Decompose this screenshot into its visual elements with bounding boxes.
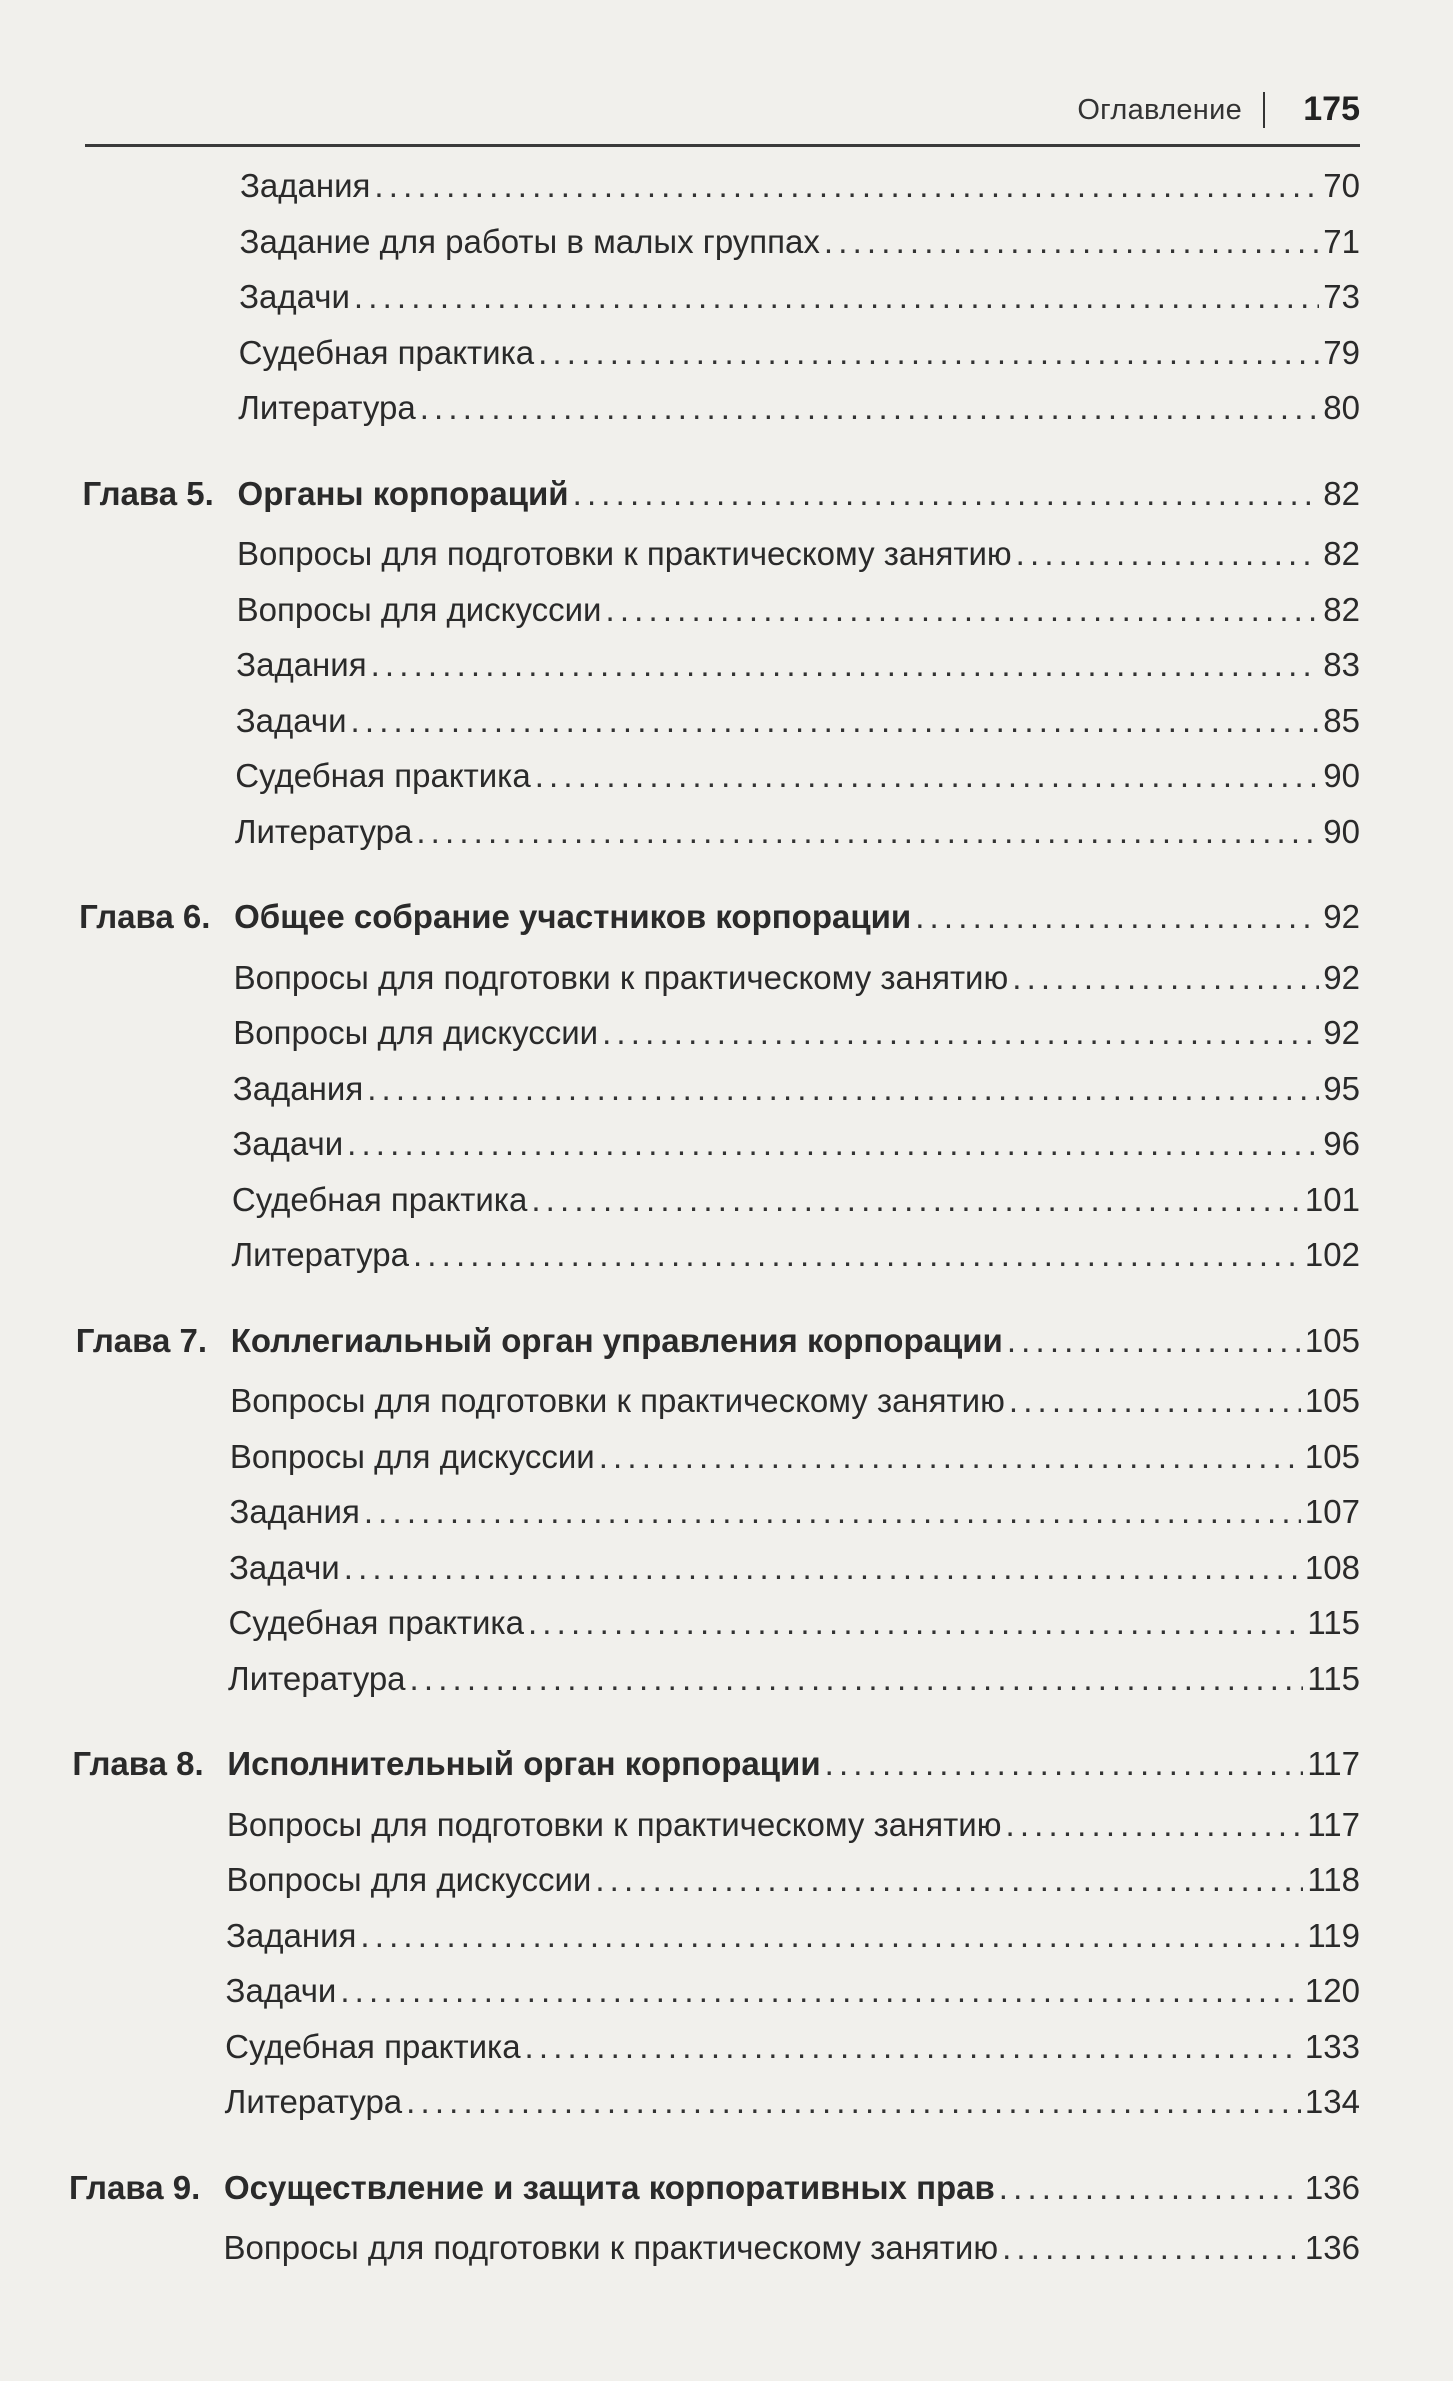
toc-item-title: Судебная практика [235,757,531,794]
toc-dot-leader [525,2027,1301,2067]
toc-dot-leader [420,388,1320,428]
toc-page-number: 105 [1304,1382,1360,1419]
toc-page-number: 119 [1307,1916,1360,1954]
toc-page-number: 80 [1323,389,1360,426]
toc-item-row [230,1429,1360,1477]
toc-chapter-row [72,1736,1360,1784]
toc-item-title: Литература [238,389,416,426]
toc-page-number: 118 [1307,1861,1360,1898]
toc-dot-leader [413,1235,1301,1275]
toc-page-number: 82 [1323,474,1360,512]
toc-page-number: 108 [1304,1548,1360,1586]
toc-item-title: Литература [228,1659,406,1697]
toc-item-row [225,2019,1360,2067]
toc-dot-leader [824,222,1319,262]
toc-item-row [235,804,1360,852]
toc-item-row [231,1227,1360,1275]
toc-page-number: 90 [1323,812,1360,850]
toc-item-title: Задания [240,167,371,204]
toc-page-number: 79 [1323,333,1360,371]
toc-dot-leader [573,474,1320,514]
toc-item-title: Вопросы для дискуссии [233,1014,599,1051]
toc-item-title: Судебная практика [228,1604,524,1641]
toc-page-number: 70 [1323,167,1360,204]
toc-chapter-number: Глава 8. [72,1745,204,1782]
toc-item-row [226,1852,1360,1900]
toc-item-title: Литература [234,812,413,850]
toc-dot-leader [364,1492,1301,1532]
toc-dot-leader [528,1603,1303,1643]
toc-chapter-title: Коллегиальный орган управления корпорации [230,1321,1003,1359]
running-header [85,88,1360,147]
toc-dot-leader [1005,1805,1303,1845]
toc-item-row [237,582,1360,630]
toc-dot-leader [416,812,1319,852]
toc-item-title: Задания [236,646,367,683]
toc-item-title: Задания [229,1493,360,1530]
toc-item-title: Литература [231,1236,409,1273]
toc-dot-leader [531,1180,1301,1220]
toc-item-row [229,1540,1360,1588]
toc-page-number: 133 [1304,2027,1360,2065]
toc-page-number: 117 [1307,1805,1360,1843]
toc-dot-leader [538,333,1319,373]
toc-item-row [232,1116,1360,1164]
toc-chapter-number: Глава 5. [82,474,214,512]
toc-item-title: Литература [224,2083,403,2120]
toc-item-row [240,214,1360,262]
toc-chapter-title: Исполнительный орган корпорации [227,1745,821,1782]
toc-dot-leader [605,590,1319,630]
toc-item-row [229,1595,1360,1643]
toc-dot-leader [374,166,1319,206]
toc-chapter-row [69,2160,1360,2208]
toc-dot-leader [825,1744,1304,1784]
toc-page-number: 105 [1304,1321,1360,1359]
toc-dot-leader [344,1548,1301,1588]
header-separator [1263,92,1265,128]
toc-page-number: 85 [1323,701,1360,739]
toc-item-row [232,1172,1360,1220]
toc-chapter-row [76,1313,1360,1361]
toc-dot-leader [595,1860,1303,1900]
toc-page-number: 92 [1323,898,1360,935]
toc-page-number: 82 [1323,590,1360,628]
toc-chapter-title: Общее собрание участников корпорации [234,898,912,935]
toc-dot-leader [410,1659,1304,1699]
toc-chapter-row [79,889,1360,937]
toc-item-row [224,2220,1360,2268]
toc-item-title: Задачи [239,278,350,315]
toc-dot-leader [340,1971,1301,2011]
toc-page-number: 101 [1304,1180,1360,1218]
toc-item-title: Вопросы для дискуссии [226,1861,592,1898]
toc-dot-leader [371,645,1320,685]
toc-item-row [236,693,1360,741]
toc-item-row [238,380,1360,428]
toc-page-number: 82 [1323,535,1360,572]
toc-item-row [228,1651,1360,1699]
toc-item-row [230,1373,1360,1421]
toc-dot-leader [1009,1381,1301,1421]
toc-item-row [226,1908,1360,1956]
toc-page-number: 105 [1304,1437,1360,1475]
toc-page-number: 136 [1304,2168,1360,2206]
toc-page-number: 115 [1307,1604,1360,1641]
toc-chapter-row [83,466,1360,514]
toc-dot-leader [1012,958,1319,998]
toc-item-title: Вопросы для подготовки к практическому занятию [223,2229,999,2266]
toc-item-row [233,1005,1360,1053]
toc-item-title: Вопросы для дискуссии [236,590,602,628]
toc-item-row [234,950,1360,998]
header-page-number: 175 [1303,90,1360,128]
toc-page-number: 120 [1304,1972,1360,2009]
toc-page-number: 96 [1323,1125,1360,1162]
toc-item-row [240,158,1360,206]
toc-chapter-title: Осуществление и защита корпоративных прав [223,2168,995,2206]
toc-dot-leader [351,701,1320,741]
toc-dot-leader [1002,2228,1301,2268]
toc-item-row [225,2074,1360,2122]
toc-page-number: 95 [1323,1069,1360,1107]
toc-dot-leader [535,756,1320,796]
toc-item-row [236,637,1360,685]
toc-dot-leader [360,1916,1303,1956]
toc-page-number: 71 [1323,222,1360,260]
toc-item-row [227,1797,1360,1845]
toc-page-number: 92 [1323,958,1360,996]
toc-dot-leader [999,2168,1301,2208]
toc-dot-leader [1007,1321,1301,1361]
toc-item-title: Судебная практика [231,1180,528,1218]
toc-chapter-number: Глава 9. [68,2168,201,2206]
toc-item-title: Вопросы для подготовки к практическому занятию [233,958,1009,996]
toc-item-title: Задачи [235,701,347,739]
toc-item-title: Задание для работы в малых группах [239,222,820,260]
toc-page-number: 73 [1323,278,1360,315]
toc-item-row [239,269,1360,317]
toc-item-row [237,526,1360,574]
toc-dot-leader [347,1124,1319,1164]
toc-item-title: Задачи [228,1548,340,1586]
toc-dot-leader [406,2082,1301,2122]
toc-page-number: 83 [1323,646,1360,683]
toc-chapter-title: Органы корпораций [237,474,569,512]
toc-dot-leader [367,1069,1319,1109]
toc-item-title: Задачи [225,1972,337,2009]
toc-dot-leader [599,1437,1301,1477]
toc-page-number: 134 [1304,2083,1360,2120]
toc-chapter-number: Глава 6. [79,898,211,935]
toc-item-title: Судебная практика [238,333,535,371]
toc-item-row [235,748,1360,796]
toc-page-number: 102 [1304,1236,1360,1273]
toc-dot-leader [1016,534,1320,574]
toc-item-title: Задания [232,1069,364,1107]
toc-page-number: 92 [1323,1014,1360,1051]
toc-page-number: 117 [1307,1745,1360,1782]
toc-item-title: Вопросы для дискуссии [229,1437,595,1475]
toc-item-row [229,1484,1360,1532]
toc-page-number: 107 [1304,1493,1360,1530]
toc-item-title: Вопросы для подготовки к практическому занятию [230,1382,1005,1419]
toc-page-number: 90 [1323,757,1360,794]
header-section-title: Оглавление [1077,94,1242,126]
toc-dot-leader [354,277,1319,317]
toc-page-number: 115 [1307,1659,1360,1697]
toc-item-title: Судебная практика [225,2027,521,2065]
toc-item-row [239,325,1360,373]
toc-item-title: Вопросы для подготовки к практическому занятию [237,535,1012,572]
toc-dot-leader [915,897,1319,937]
toc-page-number: 136 [1304,2229,1360,2266]
toc-item-row [226,1963,1360,2011]
toc-chapter-number: Глава 7. [75,1321,208,1359]
toc-dot-leader [602,1013,1319,1053]
toc-item-title: Задачи [232,1125,344,1162]
toc-item-row [233,1061,1360,1109]
toc-item-title: Задания [226,1916,357,1954]
toc-item-title: Вопросы для подготовки к практическому занятию [226,1805,1002,1843]
